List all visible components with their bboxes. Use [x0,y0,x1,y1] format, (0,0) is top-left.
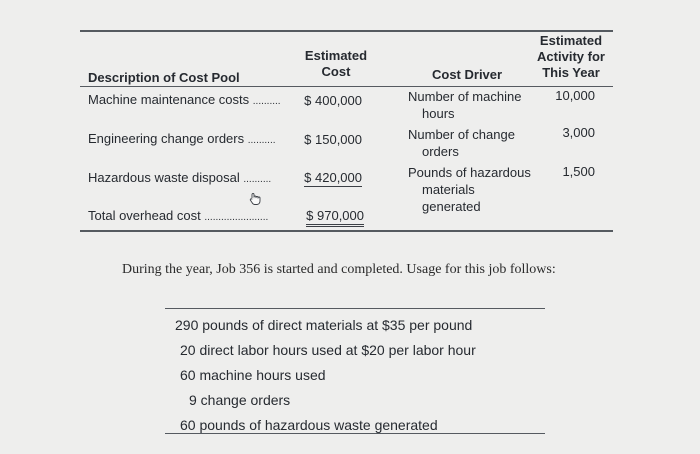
usage-item: 9 change orders [189,392,291,408]
row-description-text: Hazardous waste disposal [88,170,240,185]
row-activity: 1,500 [562,164,595,179]
row-cost [296,170,362,185]
leader-dots: .......... [252,96,281,107]
row-description [88,170,271,185]
header-cost-driver: Cost Driver [432,67,503,82]
row-driver-line2: hours [422,106,455,121]
row-cost-driver [408,88,533,122]
row-driver-line2: materials generated [422,182,481,214]
usage-item: 60 machine hours used [180,367,326,383]
header-estimated-cost [296,48,376,80]
total-description [88,208,268,223]
header-cost-line1: Estimated [304,48,368,63]
row-description [88,92,281,107]
header-underline [80,86,613,87]
row-description [88,131,276,146]
header-description: Description of Cost Pool [88,70,240,85]
row-cost-driver [408,126,533,160]
row-driver-line1: Pounds of hazardous [408,165,531,180]
header-estimated-activity [530,33,612,81]
usage-list [175,313,476,438]
table-bottom-rule [80,230,613,232]
total-description-text: Total overhead cost [88,208,201,223]
header-cost-line2: Cost [321,64,351,79]
row-driver-line1: Number of change [408,127,515,142]
header-activity-line3: This Year [542,65,600,80]
usage-item: 60 pounds of hazardous waste generated [180,417,438,433]
total-cost-double-underlined: $ 970,000 [306,208,364,227]
usage-item: 290 pounds of direct materials at $35 per pound [175,317,473,333]
row-activity: 3,000 [562,125,595,140]
table-top-rule [80,30,613,32]
row-cost-driver [408,164,533,215]
row-cost-underlined: $ 420,000 [304,170,362,185]
row-cost: $ 150,000 [304,132,362,147]
row-description-text: Engineering change orders [88,131,245,146]
row-activity: 10,000 [555,88,595,103]
row-description-text: Machine maintenance costs [88,92,250,107]
hand-pointer-icon [248,192,262,206]
leader-dots: ....................... [204,212,269,223]
leader-dots: .......... [247,135,276,146]
header-activity-line1: Estimated [539,33,603,48]
total-cost [296,208,364,223]
leader-dots: .......... [243,174,272,185]
row-driver-line1: Number of machine [408,89,522,104]
header-activity-line2: Activity for [537,49,605,64]
row-driver-line2: orders [422,144,459,159]
usage-top-rule [165,308,545,309]
usage-bottom-rule [165,433,545,434]
row-cost: $ 400,000 [304,93,362,108]
job-intro-text: During the year, Job 356 is started and completed. Usage for this job follows: [122,262,556,277]
usage-item: 20 direct labor hours used at $20 per labor hour [180,342,476,358]
